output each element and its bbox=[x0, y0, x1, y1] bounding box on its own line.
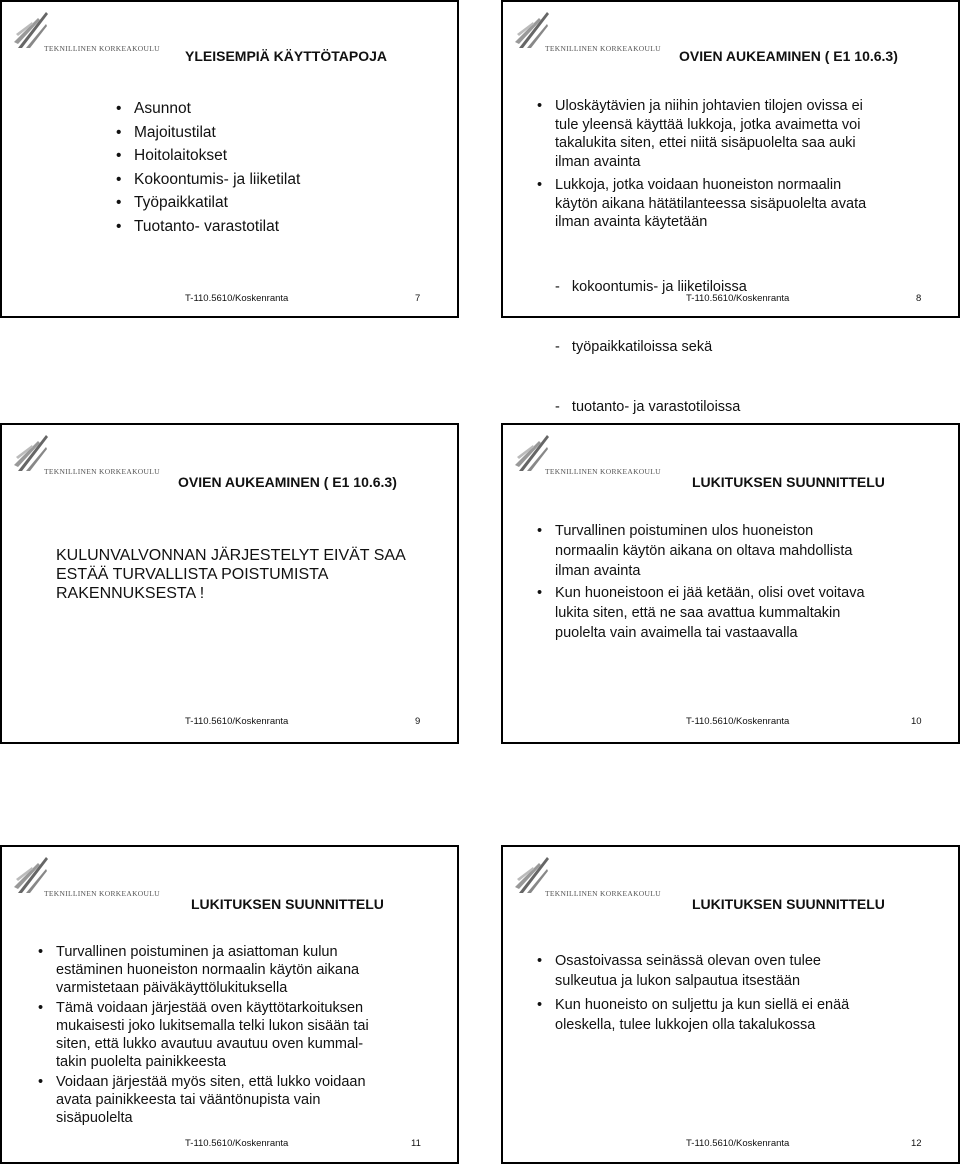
text-line: takin puolelta painikkeesta bbox=[56, 1054, 227, 1070]
text-line: • Lukkoja, jotka voidaan huoneiston normaalin bbox=[555, 177, 842, 193]
page-number: 8 bbox=[916, 293, 922, 304]
text-line: • Kun huoneistoon ei jää ketään, olisi ovet voitava bbox=[555, 585, 865, 601]
text-line: RAKENNUKSESTA ! bbox=[56, 585, 205, 602]
page-number: 9 bbox=[415, 716, 421, 727]
text-line: puolelta vain avaimella tai vastaavalla bbox=[555, 625, 798, 641]
text-line: ilman avainta bbox=[555, 153, 641, 170]
slide-10 bbox=[501, 423, 960, 744]
text-line: • Osastoivassa seinässä olevan oven tulee bbox=[555, 953, 821, 969]
brand-text: TEKNILLINEN KORKEAKOULU bbox=[44, 467, 160, 476]
tkk-logo bbox=[513, 8, 663, 58]
slide-footer: T-110.5610/Koskenranta bbox=[185, 716, 289, 727]
text-line: estäminen huoneiston normaalin käytön aikana bbox=[56, 962, 360, 978]
brand-text: TEKNILLINEN KORKEAKOULU bbox=[44, 889, 160, 898]
text-line: • Voidaan järjestää myös siten, että lukko voidaan bbox=[56, 1074, 366, 1090]
tkk-logo bbox=[513, 431, 663, 481]
text-line: normaalin käytön aikana on oltava mahdollista bbox=[555, 543, 853, 559]
text-line: lukita siten, että ne saa avattua kummaltakin bbox=[555, 605, 841, 621]
text-line: KULUNVALVONNAN JÄRJESTELYT EIVÄT SAA bbox=[56, 547, 406, 564]
slide-12 bbox=[501, 845, 960, 1164]
list-item bbox=[535, 583, 865, 643]
slide-11 bbox=[0, 845, 459, 1164]
text-line: • Turvallinen poistuminen ulos huoneiston bbox=[555, 523, 814, 539]
text-line: mukaisesti joko lukitsemalla telki lukon sisään tai bbox=[56, 1018, 369, 1034]
text-line: käytön aikana hätätilanteessa sisäpuolelta avata bbox=[555, 195, 867, 212]
dash-item: - työpaikkatiloissa sekä bbox=[555, 339, 713, 355]
slide-7 bbox=[0, 0, 459, 318]
bullet-list bbox=[535, 951, 849, 1035]
slide-footer: T-110.5610/Koskenranta bbox=[686, 293, 790, 304]
tkk-logo bbox=[513, 853, 663, 903]
page-number: 12 bbox=[911, 1138, 922, 1149]
slide-footer: T-110.5610/Koskenranta bbox=[686, 716, 790, 727]
tkk-logo bbox=[12, 8, 162, 58]
bullet-list bbox=[36, 943, 369, 1127]
brand-text: TEKNILLINEN KORKEAKOULU bbox=[545, 889, 661, 898]
slide-title: YLEISEMPIÄ KÄYTTÖTAPOJA bbox=[185, 48, 387, 64]
brand-text: TEKNILLINEN KORKEAKOULU bbox=[545, 467, 661, 476]
list-item bbox=[535, 176, 866, 232]
text-line: varmistetaan päiväkäyttölukituksella bbox=[56, 980, 288, 996]
text-line: sulkeutua ja lukon salpautua itsestään bbox=[555, 973, 801, 989]
text-line: • Tämä voidaan järjestää oven käyttötarkoituksen bbox=[56, 1000, 364, 1016]
list-item bbox=[36, 1073, 369, 1127]
text-line: avata painikkeesta tai vääntönupista vain bbox=[56, 1092, 321, 1108]
text-line: siten, että lukko avautuu avautuu oven kummal- bbox=[56, 1036, 364, 1052]
text-line: ilman avainta bbox=[555, 563, 641, 579]
list-item: • Majoitustilat bbox=[114, 121, 300, 145]
text-line: sisäpuolelta bbox=[56, 1110, 133, 1126]
list-item bbox=[535, 995, 849, 1035]
list-item bbox=[36, 999, 369, 1071]
text-line: tule yleensä käyttää lukkoja, jotka avaimetta voi bbox=[555, 116, 861, 133]
page-number: 11 bbox=[411, 1138, 421, 1149]
slide-title: LUKITUKSEN SUUNNITTELU bbox=[692, 896, 885, 912]
text-line: oleskella, tulee lukkojen olla takalukossa bbox=[555, 1017, 816, 1033]
slide-title: OVIEN AUKEAMINEN ( E1 10.6.3) bbox=[178, 474, 397, 490]
list-item: • Tuotanto- varastotilat bbox=[114, 215, 300, 239]
bullet-list bbox=[114, 97, 300, 238]
slide-footer: T-110.5610/Koskenranta bbox=[185, 1138, 289, 1149]
slide-title: LUKITUKSEN SUUNNITTELU bbox=[191, 896, 384, 912]
slide-body bbox=[56, 546, 406, 603]
slide-title: OVIEN AUKEAMINEN ( E1 10.6.3) bbox=[679, 48, 898, 64]
list-item: • Asunnot bbox=[114, 97, 300, 121]
list-item bbox=[535, 97, 866, 171]
brand-text: TEKNILLINEN KORKEAKOULU bbox=[545, 44, 661, 53]
list-item bbox=[535, 951, 849, 991]
text-line: • Uloskäytävien ja niihin johtavien tilojen ovissa ei bbox=[555, 98, 863, 114]
text-line: ilman avainta käytetään bbox=[555, 214, 708, 230]
text-line: takalukita siten, ettei niitä sisäpuolelta saa auki bbox=[555, 135, 856, 151]
text-line: ESTÄÄ TURVALLISTA POISTUMISTA bbox=[56, 566, 329, 583]
dash-item: - kokoontumis- ja liiketiloissa bbox=[555, 279, 747, 295]
slide-8 bbox=[501, 0, 960, 415]
tkk-logo bbox=[12, 431, 162, 481]
tkk-logo bbox=[12, 853, 162, 903]
slide-footer: T-110.5610/Koskenranta bbox=[686, 1138, 790, 1149]
bullet-list bbox=[535, 521, 865, 643]
list-item bbox=[535, 521, 865, 581]
list-item bbox=[36, 943, 369, 997]
slide-footer: T-110.5610/Koskenranta bbox=[185, 293, 289, 304]
text-line: • Kun huoneisto on suljettu ja kun siellä ei enää bbox=[555, 997, 850, 1013]
slide-title: LUKITUKSEN SUUNNITTELU bbox=[692, 474, 885, 490]
page-number: 7 bbox=[415, 293, 421, 304]
page-number: 10 bbox=[911, 716, 922, 727]
list-item: • Hoitolaitokset bbox=[114, 144, 300, 168]
list-item: • Kokoontumis- ja liiketilat bbox=[114, 168, 300, 192]
dash-item: - tuotanto- ja varastotiloissa bbox=[555, 399, 741, 415]
bullet-list bbox=[535, 97, 866, 232]
list-item: • Työpaikkatilat bbox=[114, 191, 300, 215]
slide-9 bbox=[0, 423, 459, 744]
brand-text: TEKNILLINEN KORKEAKOULU bbox=[44, 44, 160, 53]
text-line: • Turvallinen poistuminen ja asiattoman kulun bbox=[56, 944, 338, 960]
